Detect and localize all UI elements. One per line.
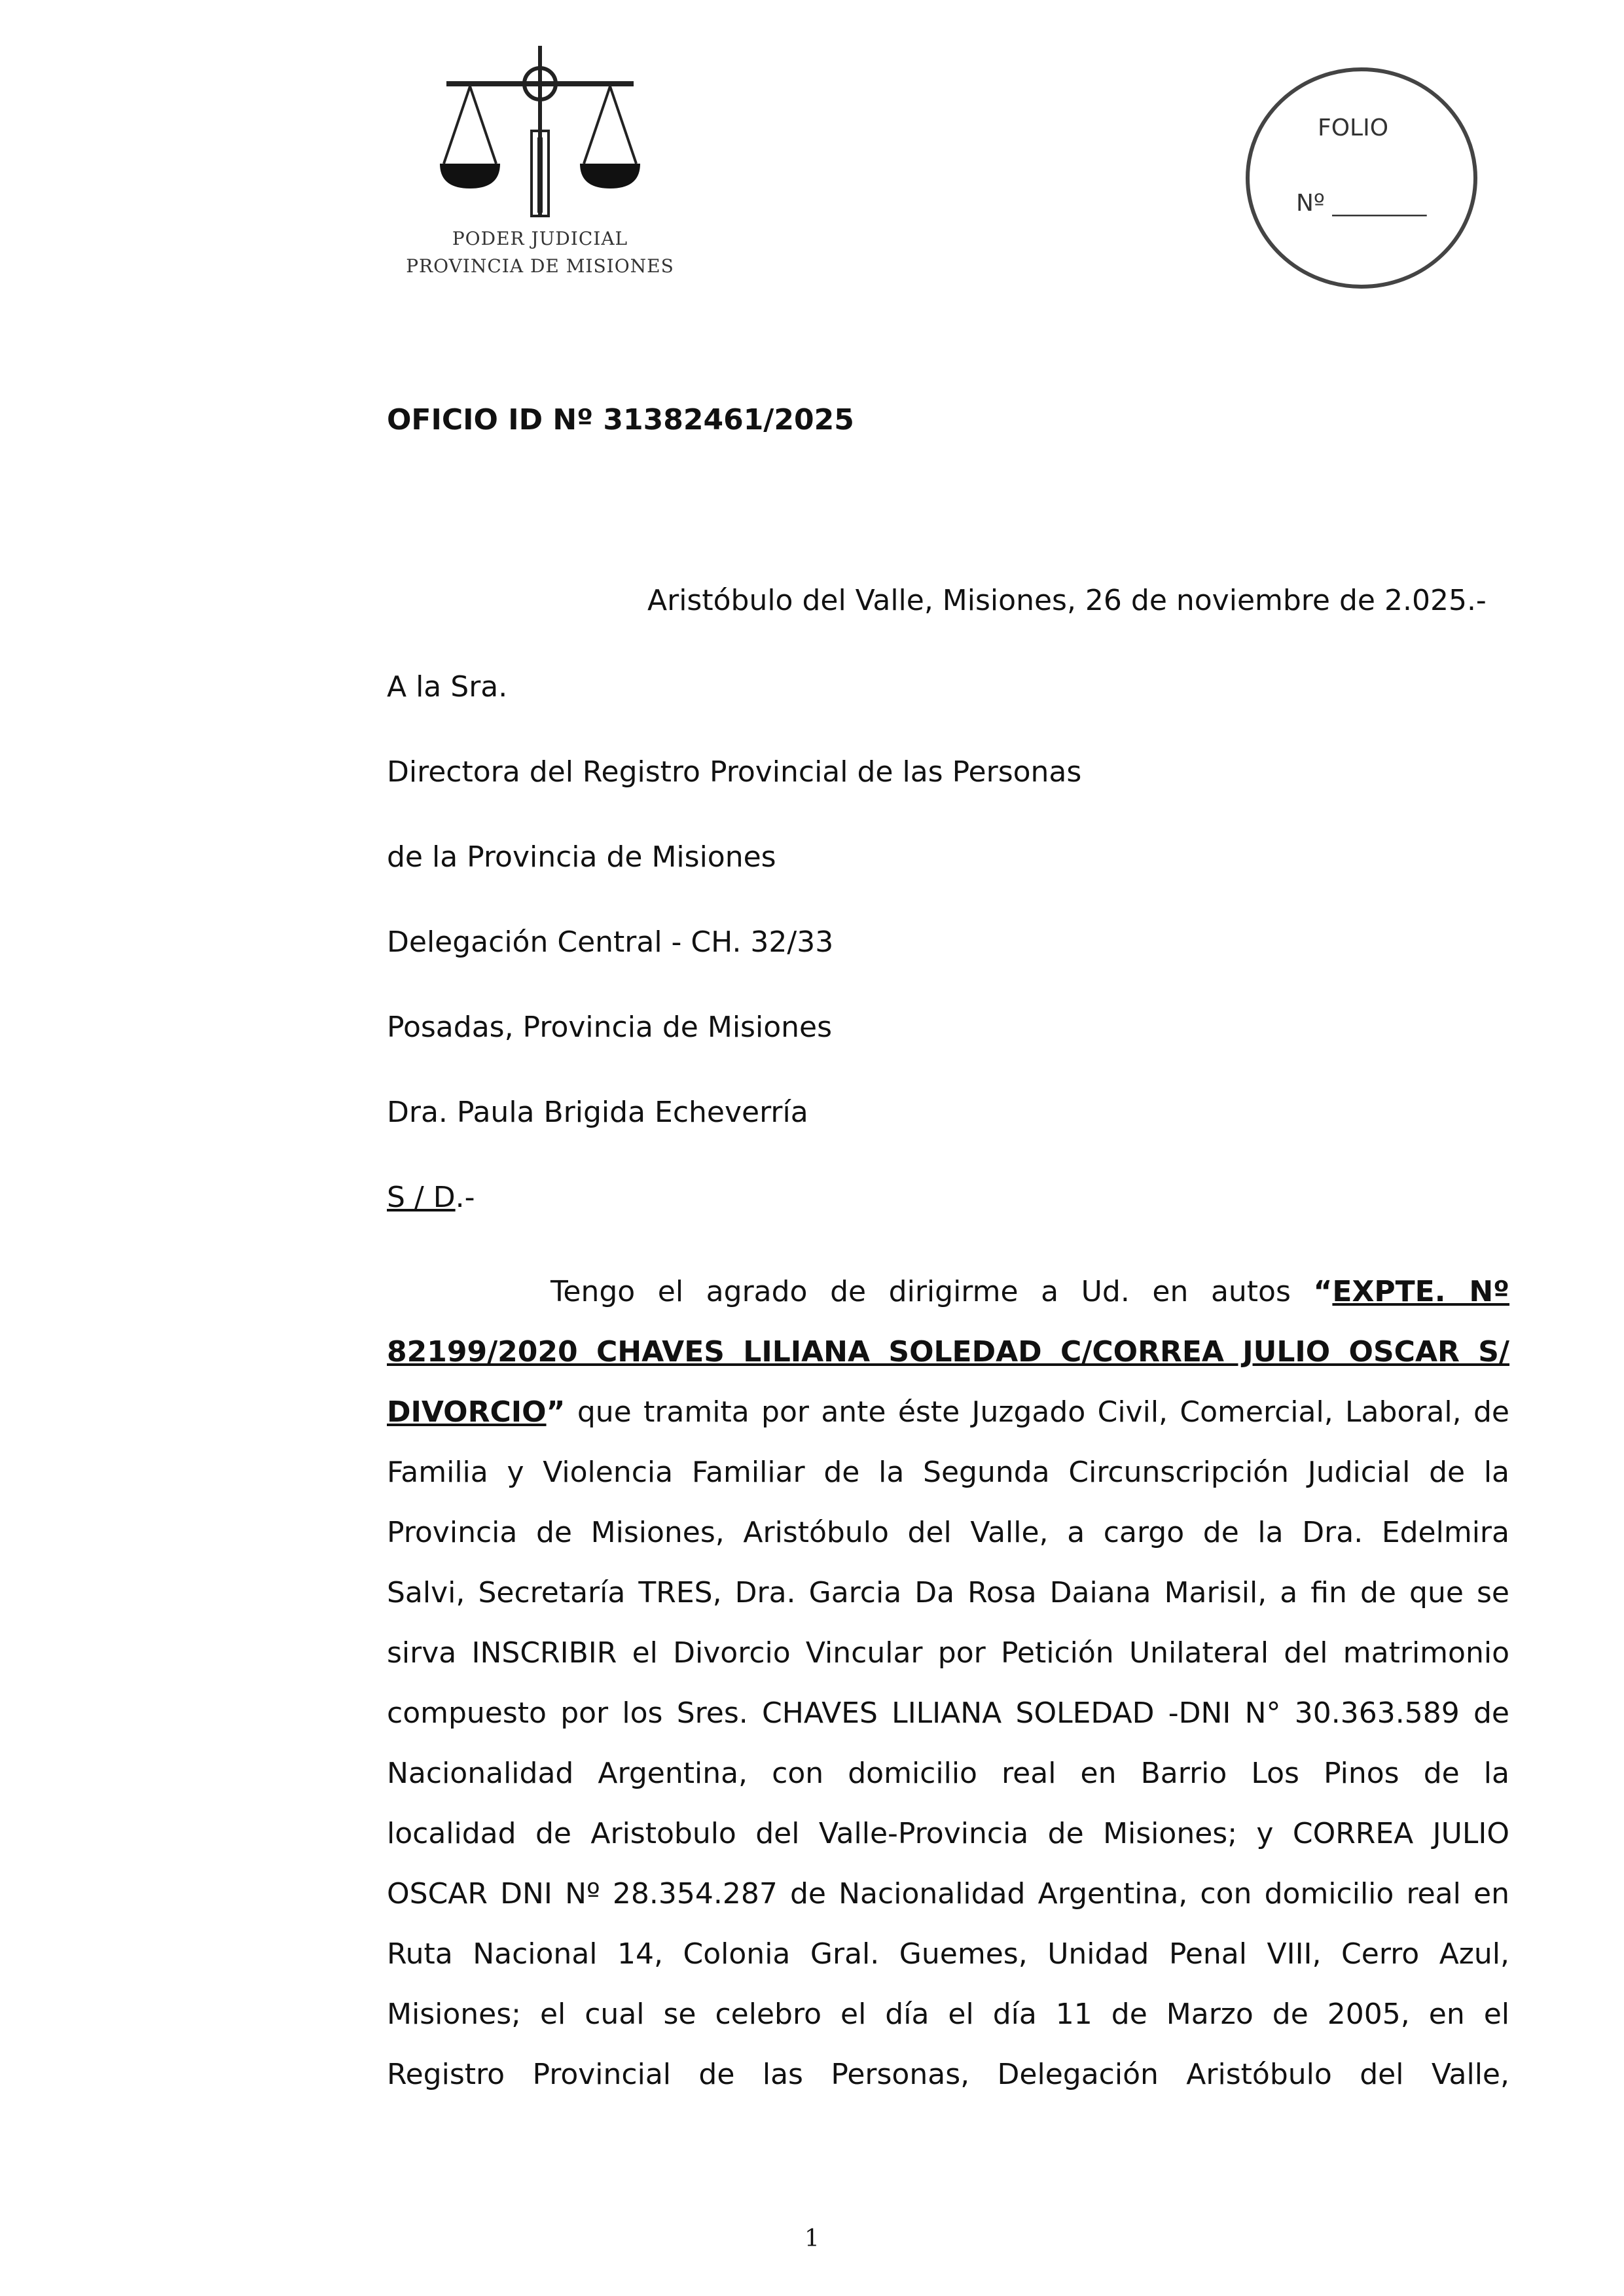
body-line: Nacionalidad Argentina, con domicilio real en Barrio Los Pinos de la [387,1757,1509,1790]
place-date: Aristóbulo del Valle, Misiones, 26 de noviembre de 2.025.- [647,584,1487,617]
quote-open: “ [1313,1276,1333,1308]
seal-line-provincia: PROVINCIA DE MISIONES [406,255,674,277]
sd-main: S / D [387,1181,456,1214]
seal-line-poder-judicial: PODER JUDICIAL [452,228,628,249]
case-title-bold: EXPTE. Nº [1332,1276,1509,1308]
page-number: 1 [804,2225,820,2252]
folio-stamp-circle [1244,65,1479,291]
addressee-line: Posadas, Provincia de Misiones [387,1011,833,1044]
oficio-id-heading: OFICIO ID Nº 31382461/2025 [387,403,854,437]
addressee-salutation: A la Sra. [387,670,508,704]
case-title-bold: DIVORCIO [387,1396,547,1429]
folio-label: FOLIO [1318,115,1389,141]
sd-suffix: .- [455,1181,475,1214]
quote-close: ” [546,1396,566,1429]
addressee-line: de la Provincia de Misiones [387,840,776,874]
addressee-line: Delegación Central - CH. 32/33 [387,925,834,959]
body-line: compuesto por los Sres. CHAVES LILIANA SOLEDAD -DNI N° 30.363.589 de [387,1697,1509,1730]
body-line: Misiones; el cual se celebro el día el día 11 de Marzo de 2005, en el [387,1998,1509,2031]
body-line: sirva INSCRIBIR el Divorcio Vincular por Petición Unilateral del matrimonio [387,1637,1509,1670]
body-line: OSCAR DNI Nº 28.354.287 de Nacionalidad Argentina, con domicilio real en [387,1878,1509,1910]
body-line: Registro Provincial de las Personas, Delegación Aristóbulo del Valle, [387,2058,1509,2091]
body-text: que tramita por ante éste Juzgado Civil, Comercial, Laboral, de [565,1396,1509,1429]
body-text: Tengo el agrado de dirigirme a Ud. en autos [550,1276,1314,1308]
body-line: Salvi, Secretaría TRES, Dra. Garcia Da Rosa Daiana Marisil, a fin de que se [387,1577,1509,1609]
body-line [387,1396,1509,1429]
body-line [387,1276,1509,1308]
body-line: Provincia de Misiones, Aristóbulo del Valle, a cargo de la Dra. Edelmira [387,1516,1509,1549]
folio-number-field: Nº ________ [1296,190,1427,217]
body-line: Ruta Nacional 14, Colonia Gral. Guemes, Unidad Penal VIII, Cerro Azul, [387,1938,1509,1971]
addressee-line: Directora del Registro Provincial de las Personas [387,755,1082,789]
body-line: localidad de Aristobulo del Valle-Provincia de Misiones; y CORREA JULIO [387,1818,1509,1850]
addressee-name: Dra. Paula Brigida Echeverría [387,1096,808,1129]
case-title-bold: 82199/2020 CHAVES LILIANA SOLEDAD C/CORREA JULIO OSCAR S/ [387,1336,1509,1369]
sd-closing [387,1181,475,1214]
body-line: Familia y Violencia Familiar de la Segunda Circunscripción Judicial de la [387,1456,1509,1489]
